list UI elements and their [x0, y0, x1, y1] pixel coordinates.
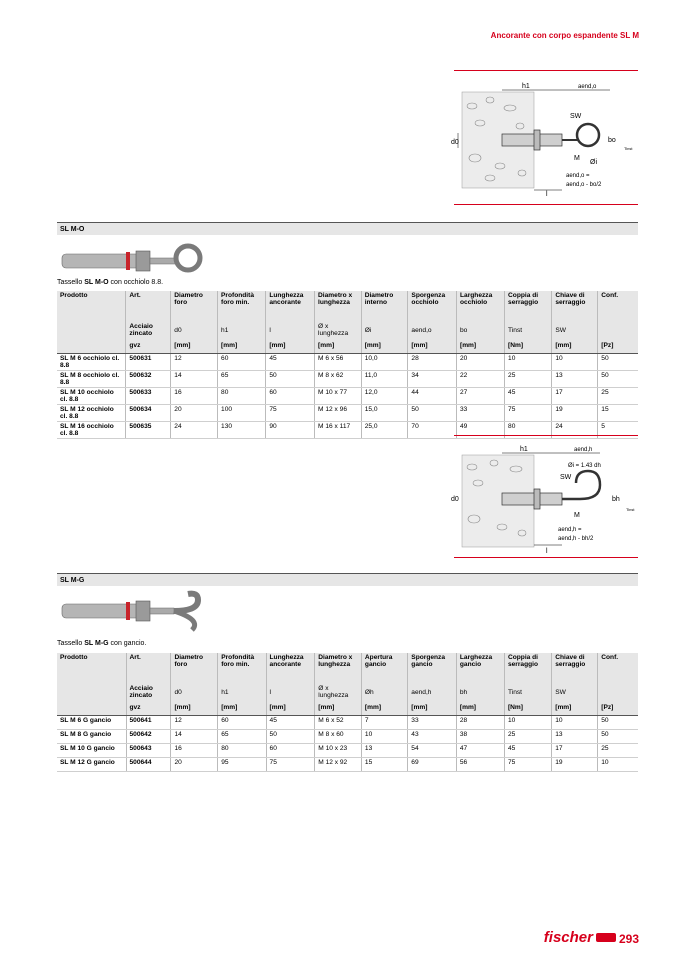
table-cell: 33 [457, 405, 505, 422]
divider [454, 70, 638, 71]
product-image-hook-bolt [60, 590, 210, 634]
units-row-cell: [mm] [408, 341, 457, 354]
subheader-row-cell: Acciaio zincato [126, 319, 171, 341]
units-row-cell: [mm] [315, 703, 362, 716]
table-cell: M 10 x 77 [315, 388, 362, 405]
table-cell: 500644 [126, 758, 171, 772]
table-cell: 75 [504, 758, 551, 772]
page-number: 293 [618, 932, 639, 946]
table-cell: 60 [218, 716, 266, 730]
header-row-cell: Sporgenza occhiolo [408, 291, 457, 319]
subheader-row-cell: aend,h [408, 681, 457, 703]
table-cell: 13 [552, 730, 598, 744]
table-cell: 80 [218, 388, 266, 405]
header-row-cell: Profondità foro min. [218, 291, 266, 319]
table-cell: 12 [171, 716, 218, 730]
table-cell: SL M 8 G gancio [57, 730, 126, 744]
diagram-o-h1: h1 [522, 83, 530, 90]
header-row-cell: Profondità foro min. [218, 653, 266, 681]
subheader-row-cell: Ø x lunghezza [315, 681, 362, 703]
table-cell: 12,0 [361, 388, 408, 405]
table-cell: 60 [218, 354, 266, 371]
diagram-o-aend: aend,o [578, 84, 597, 90]
table-cell: M 12 x 96 [315, 405, 362, 422]
subheader-row-cell [57, 319, 126, 341]
table-cell: 22 [457, 371, 505, 388]
subheader-row-cell: l [266, 681, 315, 703]
divider [454, 435, 638, 436]
header-row [57, 653, 638, 681]
diagram-g-h1: h1 [520, 446, 528, 453]
table-cell: 10 [505, 354, 552, 371]
table-cell: M 10 x 23 [315, 744, 362, 758]
table-cell: 54 [408, 744, 457, 758]
table-cell: 500641 [126, 716, 171, 730]
table-cell: 16 [171, 388, 218, 405]
diagram-g-bh: bh [612, 496, 620, 503]
table-cell: 10 [552, 716, 598, 730]
header-row-cell: Prodotto [57, 291, 126, 319]
table-cell: 45 [504, 744, 551, 758]
table-cell: 45 [266, 354, 315, 371]
units-row-cell: [Nm] [504, 703, 551, 716]
subheader-row-cell [598, 319, 638, 341]
subheader-row-cell: Ø x lunghezza [315, 319, 362, 341]
header-row-cell: Conf. [598, 291, 638, 319]
table-cell: 28 [408, 354, 457, 371]
table-cell: 15 [361, 758, 407, 772]
diagram-o-l: l [546, 191, 548, 198]
table-cell: 24 [171, 422, 218, 439]
table-row [57, 388, 638, 405]
diagram-o-m: M [574, 155, 580, 162]
subheader-row-cell: d0 [171, 319, 218, 341]
diagram-g-aend: aend,h [574, 447, 593, 453]
table-row [57, 744, 638, 758]
table-cell: 25 [598, 388, 638, 405]
table-cell: 500631 [126, 354, 171, 371]
table-cell: 19 [552, 758, 598, 772]
table-cell: 65 [218, 371, 266, 388]
table-cell: 5 [598, 422, 638, 439]
header-row-cell: Chiave di serraggio [552, 291, 598, 319]
table-cell: 13 [552, 371, 598, 388]
header-row-cell: Diametro x lunghezza [315, 291, 362, 319]
diagram-o-sw: SW [570, 113, 582, 120]
table-cell: 17 [552, 388, 598, 405]
subheader-row-cell: Øi [361, 319, 408, 341]
installation-diagram-hook [450, 441, 650, 557]
table-cell: 500632 [126, 371, 171, 388]
diagram-g-eq1: aend,h = [558, 527, 582, 533]
table-cell: 47 [456, 744, 504, 758]
table-cell: 45 [266, 716, 315, 730]
units-row-cell: [mm] [361, 703, 407, 716]
table-cell: M 6 x 52 [315, 716, 362, 730]
table-cell: 25,0 [361, 422, 408, 439]
header-row-cell: Diametro interno [361, 291, 408, 319]
diagram-o-d0: d0 [451, 139, 459, 146]
table-row [57, 716, 638, 730]
divider [454, 204, 638, 205]
table-cell: 28 [456, 716, 504, 730]
subheader-row-cell [57, 681, 126, 703]
diagram-g-d0: d0 [451, 496, 459, 503]
header-row-cell: Lunghezza ancorante [266, 291, 315, 319]
diagram-g-tinst: Tinst [626, 507, 635, 512]
table-cell: 500634 [126, 405, 171, 422]
table-cell: 500642 [126, 730, 171, 744]
table-cell: SL M 8 occhiolo cl. 8.8 [57, 371, 126, 388]
units-row-cell [57, 341, 126, 354]
diagram-g-l: l [546, 548, 548, 555]
table-cell: 50 [598, 730, 638, 744]
table-cell: M 8 x 62 [315, 371, 362, 388]
table-cell: 20 [171, 405, 218, 422]
table-row [57, 730, 638, 744]
table-cell: 34 [408, 371, 457, 388]
table-cell: 50 [598, 354, 638, 371]
table-cell: 20 [171, 758, 218, 772]
table-cell: SL M 10 occhiolo cl. 8.8 [57, 388, 126, 405]
diagram-o-eq2: aend,o - bo/2 [566, 182, 602, 188]
table-cell: 500633 [126, 388, 171, 405]
table-cell: 15 [598, 405, 638, 422]
table-cell: 25 [505, 371, 552, 388]
table-cell: 10 [361, 730, 407, 744]
brand-logo-mark [596, 933, 616, 942]
subheader-row-cell: Øh [361, 681, 407, 703]
subheader-row-cell: l [266, 319, 315, 341]
subheader-row-cell: bo [457, 319, 505, 341]
header-row-cell: Lunghezza ancorante [266, 653, 315, 681]
table-cell: 50 [266, 730, 315, 744]
units-row [57, 703, 638, 716]
subheader-row-cell: SW [552, 319, 598, 341]
table-cell: SL M 6 G gancio [57, 716, 126, 730]
table-row [57, 371, 638, 388]
header-row-cell: Prodotto [57, 653, 126, 681]
header-row-cell: Larghezza gancio [456, 653, 504, 681]
table-cell: 50 [408, 405, 457, 422]
table-cell: 7 [361, 716, 407, 730]
table-cell: 15,0 [361, 405, 408, 422]
table-cell: 24 [552, 422, 598, 439]
header-row-cell: Apertura gancio [361, 653, 407, 681]
diagram-o-eq1: aend,o = [566, 173, 590, 179]
table-cell: SL M 12 G gancio [57, 758, 126, 772]
header-row-cell: Art. [126, 653, 171, 681]
subheader-row-cell: Tinst [504, 681, 551, 703]
table-cell: SL M 16 occhiolo cl. 8.8 [57, 422, 126, 439]
header-row-cell: Art. [126, 291, 171, 319]
table-cell: 80 [505, 422, 552, 439]
header-row-cell: Larghezza occhiolo [457, 291, 505, 319]
table-cell: 43 [408, 730, 457, 744]
units-row-cell: [mm] [171, 703, 218, 716]
table-cell: M 6 x 56 [315, 354, 362, 371]
diagram-o-tinst: Tinst [624, 146, 633, 151]
units-row-cell: [mm] [315, 341, 362, 354]
subheader-row-cell: Acciaio zincato [126, 681, 171, 703]
units-row-cell: [mm] [552, 341, 598, 354]
subheader-row-cell: SW [552, 681, 598, 703]
table-cell: M 12 x 92 [315, 758, 362, 772]
table-cell: 10 [504, 716, 551, 730]
units-row-cell: [Nm] [505, 341, 552, 354]
caption-sl-m-g: Tassello SL M-G con gancio. [57, 640, 147, 647]
units-row-cell: [mm] [266, 703, 315, 716]
header-row-cell: Conf. [598, 653, 638, 681]
units-row-cell: gvz [126, 341, 171, 354]
units-row-cell: [mm] [408, 703, 457, 716]
table-cell: 44 [408, 388, 457, 405]
table-cell: 49 [457, 422, 505, 439]
table-cell: SL M 12 occhiolo cl. 8.8 [57, 405, 126, 422]
header-row-cell: Diametro foro [171, 653, 218, 681]
header-row-cell: Coppia di serraggio [505, 291, 552, 319]
diagram-g-eq2: aend,h - bh/2 [558, 536, 594, 542]
table-cell: 50 [266, 371, 315, 388]
installation-diagram-eye [450, 78, 650, 198]
subheader-row-cell: h1 [218, 681, 266, 703]
table-cell: 60 [266, 744, 315, 758]
subheader-row-cell: h1 [218, 319, 266, 341]
table-cell: 130 [218, 422, 266, 439]
units-row-cell: [Pz] [598, 703, 638, 716]
section-title-sl-m-g: SL M-G [57, 573, 638, 586]
table-cell: 75 [266, 405, 315, 422]
units-row-cell: gvz [126, 703, 171, 716]
table-cell: 10 [552, 354, 598, 371]
table-cell: M 8 x 60 [315, 730, 362, 744]
header-title: Ancorante con corpo espandente SL M [490, 31, 639, 40]
table-cell: 25 [504, 730, 551, 744]
brand-logo: fischer [543, 929, 593, 946]
units-row-cell: [mm] [171, 341, 218, 354]
units-row [57, 341, 638, 354]
table-cell: 10 [598, 758, 638, 772]
subheader-row-cell [598, 681, 638, 703]
table-cell: 25 [598, 744, 638, 758]
units-row-cell: [Pz] [598, 341, 638, 354]
subheader-row-cell: Tinst [505, 319, 552, 341]
table-cell: 69 [408, 758, 457, 772]
table-cell: 90 [266, 422, 315, 439]
table-cell: SL M 6 occhiolo cl. 8.8 [57, 354, 126, 371]
table-cell: 50 [598, 371, 638, 388]
header-row [57, 291, 638, 319]
table-cell: 11,0 [361, 371, 408, 388]
units-row-cell [57, 703, 126, 716]
diagram-o-bo: bo [608, 137, 616, 144]
units-row-cell: [mm] [218, 341, 266, 354]
subheader-row-cell: bh [456, 681, 504, 703]
table-cell: 75 [505, 405, 552, 422]
subheader-row [57, 319, 638, 341]
subheader-row [57, 681, 638, 703]
table-cell: 95 [218, 758, 266, 772]
divider [454, 557, 638, 558]
section-title-sl-m-o: SL M-O [57, 222, 638, 235]
table-cell: 19 [552, 405, 598, 422]
table-cell: 33 [408, 716, 457, 730]
product-image-eye-bolt [60, 240, 210, 276]
subheader-row-cell: d0 [171, 681, 218, 703]
table-cell: 16 [171, 744, 218, 758]
table-cell: 75 [266, 758, 315, 772]
table-cell: 14 [171, 730, 218, 744]
header-row-cell: Chiave di serraggio [552, 653, 598, 681]
caption-sl-m-o: Tassello SL M-O con occhiolo 8.8. [57, 279, 164, 286]
table-cell: 65 [218, 730, 266, 744]
table-cell: 60 [266, 388, 315, 405]
table-cell: SL M 10 G gancio [57, 744, 126, 758]
units-row-cell: [mm] [361, 341, 408, 354]
table-cell: 500635 [126, 422, 171, 439]
subheader-row-cell: aend,o [408, 319, 457, 341]
table-cell: 100 [218, 405, 266, 422]
table-cell: 500643 [126, 744, 171, 758]
table-cell: 12 [171, 354, 218, 371]
header-row-cell: Diametro x lunghezza [315, 653, 362, 681]
table-cell: 14 [171, 371, 218, 388]
table-cell: 45 [505, 388, 552, 405]
table-cell: 20 [457, 354, 505, 371]
header-row-cell: Sporgenza gancio [408, 653, 457, 681]
table-row [57, 758, 638, 772]
table-cell: 10,0 [361, 354, 408, 371]
spec-table-sl-m-o [57, 291, 638, 439]
table-cell: 80 [218, 744, 266, 758]
diagram-g-m: M [574, 512, 580, 519]
diagram-g-di: Øi = 1.43 dh [568, 463, 601, 469]
diagram-o-di: Øi [590, 159, 597, 166]
table-row [57, 405, 638, 422]
units-row-cell: [mm] [457, 341, 505, 354]
header-row-cell: Diametro foro [171, 291, 218, 319]
table-cell: M 16 x 117 [315, 422, 362, 439]
table-cell: 50 [598, 716, 638, 730]
table-row [57, 354, 638, 371]
table-cell: 27 [457, 388, 505, 405]
table-cell: 38 [456, 730, 504, 744]
table-cell: 56 [456, 758, 504, 772]
table-cell: 17 [552, 744, 598, 758]
units-row-cell: [mm] [456, 703, 504, 716]
diagram-g-sw: SW [560, 474, 572, 481]
units-row-cell: [mm] [266, 341, 315, 354]
units-row-cell: [mm] [552, 703, 598, 716]
table-cell: 13 [361, 744, 407, 758]
table-cell: 70 [408, 422, 457, 439]
header-row-cell: Coppia di serraggio [504, 653, 551, 681]
units-row-cell: [mm] [218, 703, 266, 716]
spec-table-sl-m-g [57, 653, 638, 772]
